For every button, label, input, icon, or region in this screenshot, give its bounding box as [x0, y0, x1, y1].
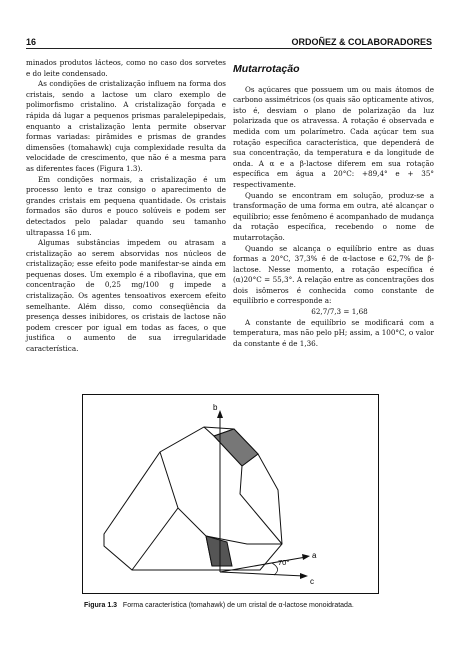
equilibrium-equation: 62,7/7,3 = 1,68 — [311, 307, 368, 317]
a-axis — [220, 557, 306, 572]
paragraph: Quando se alcança o equilíbrio entre as duas formas a 20°C, 37,3% é de α-lactose e 62,7% de β-lactose. Nesse momento, a rotação específica é (α)20°C = 55,3°. A relação entre as concentrações dos dois isômeros é conhecida como constante de equilíbrio e corresponde a: — [233, 243, 434, 306]
figure-caption — [84, 601, 384, 611]
page-header — [26, 33, 432, 47]
axis-label-a: a — [312, 551, 317, 560]
axis-label-b: b — [213, 403, 218, 412]
angle-arc — [272, 563, 278, 575]
right-column — [233, 58, 434, 349]
paragraph: Em condições normais, a cristalização é um processo lento e traz consigo o aparecimento de grandes cristais em pequena quantidade. Os cristais formados são duros e pouco solúveis e podem ser detectados pelo paladar quando seu tamanho ultrapassa 16 µm. — [26, 174, 226, 237]
header-rule — [26, 48, 432, 49]
crystal-figure — [82, 394, 379, 594]
crystal-outline — [104, 427, 282, 570]
caption-text: Forma característica (tomahawk) de um cristal de α-lactose monoidratada. — [122, 602, 354, 609]
axis-label-c: c — [310, 577, 314, 586]
paragraph: A constante de equilíbrio se modificará com a temperatura, mas não pelo pH; assim, a 100°C, o valor da constante é de 1,36. — [233, 317, 434, 348]
paragraph: As condições de cristalização influem na forma dos cristais, sendo a lactose um claro exemplo de polimorfismo cristalino. A cristalização forçada e rápida dá lugar a pequenos prismas paralelepipedais, enquanto a cristalização lenta permite observar formas variadas: pirâmides e prismas de grandes dimensões (tomahawk) cuja complexidade resulta da velocidade de crescimento, que não é a mesma para as diferentes faces (Figura 1.3). — [26, 79, 226, 173]
crystal-edges — [132, 427, 282, 570]
paragraph: Os açúcares que possuem um ou mais átomos de carbono assimétricos (os quais são opticamente ativos, isto é, desviam o plano de polarização da luz polarizada que os atravessa. A rotação é observada e medida com um polarímetro. Cada açúcar tem sua rotação específica característica, que dependerá de sua concentração, da temperatura e da longitude de onda. A α e a β-lactose diferem em sua rotação específica em água a 20°C: +89,4° e + 35° respectivamente. — [233, 84, 434, 189]
caption-label: Figura 1.3 — [84, 602, 118, 609]
paragraph: Algumas substâncias impedem ou atrasam a cristalização ao serem absorvidas nos núcleos de cristalização; esse efeito pode manifestar-se ainda em pequenas doses. Um exemplo é a riboflavina, que em concentração de 0,25 mg/100 g impede a cristalização. Os agentes tensoativos exercem efeito semelhante. Além disso, como conseqüência da presença desses inibidores, os cristais de lactose não podem crescer por igual em todas as faces, o que justifica o aumento de sua irregularidade característica. — [26, 238, 226, 354]
page-number: 16 — [26, 37, 37, 47]
c-axis — [220, 572, 304, 576]
angle-label: 70° — [278, 558, 290, 567]
section-title: Mutarrotação — [233, 63, 300, 75]
left-column — [26, 58, 226, 355]
running-title: ORDOÑEZ & COLABORADORES — [291, 37, 432, 47]
paragraph: minados produtos lácteos, como no caso dos sorvetes e do leite condensado. — [26, 58, 226, 78]
paragraph: Quando se encontram em solução, produz-se a transformação de uma forma em outra, até alcançar o equilíbrio; esse fenômeno é acompanhado de mudança da rotação específica, recebendo o nome de mutarrotação. — [233, 190, 434, 242]
